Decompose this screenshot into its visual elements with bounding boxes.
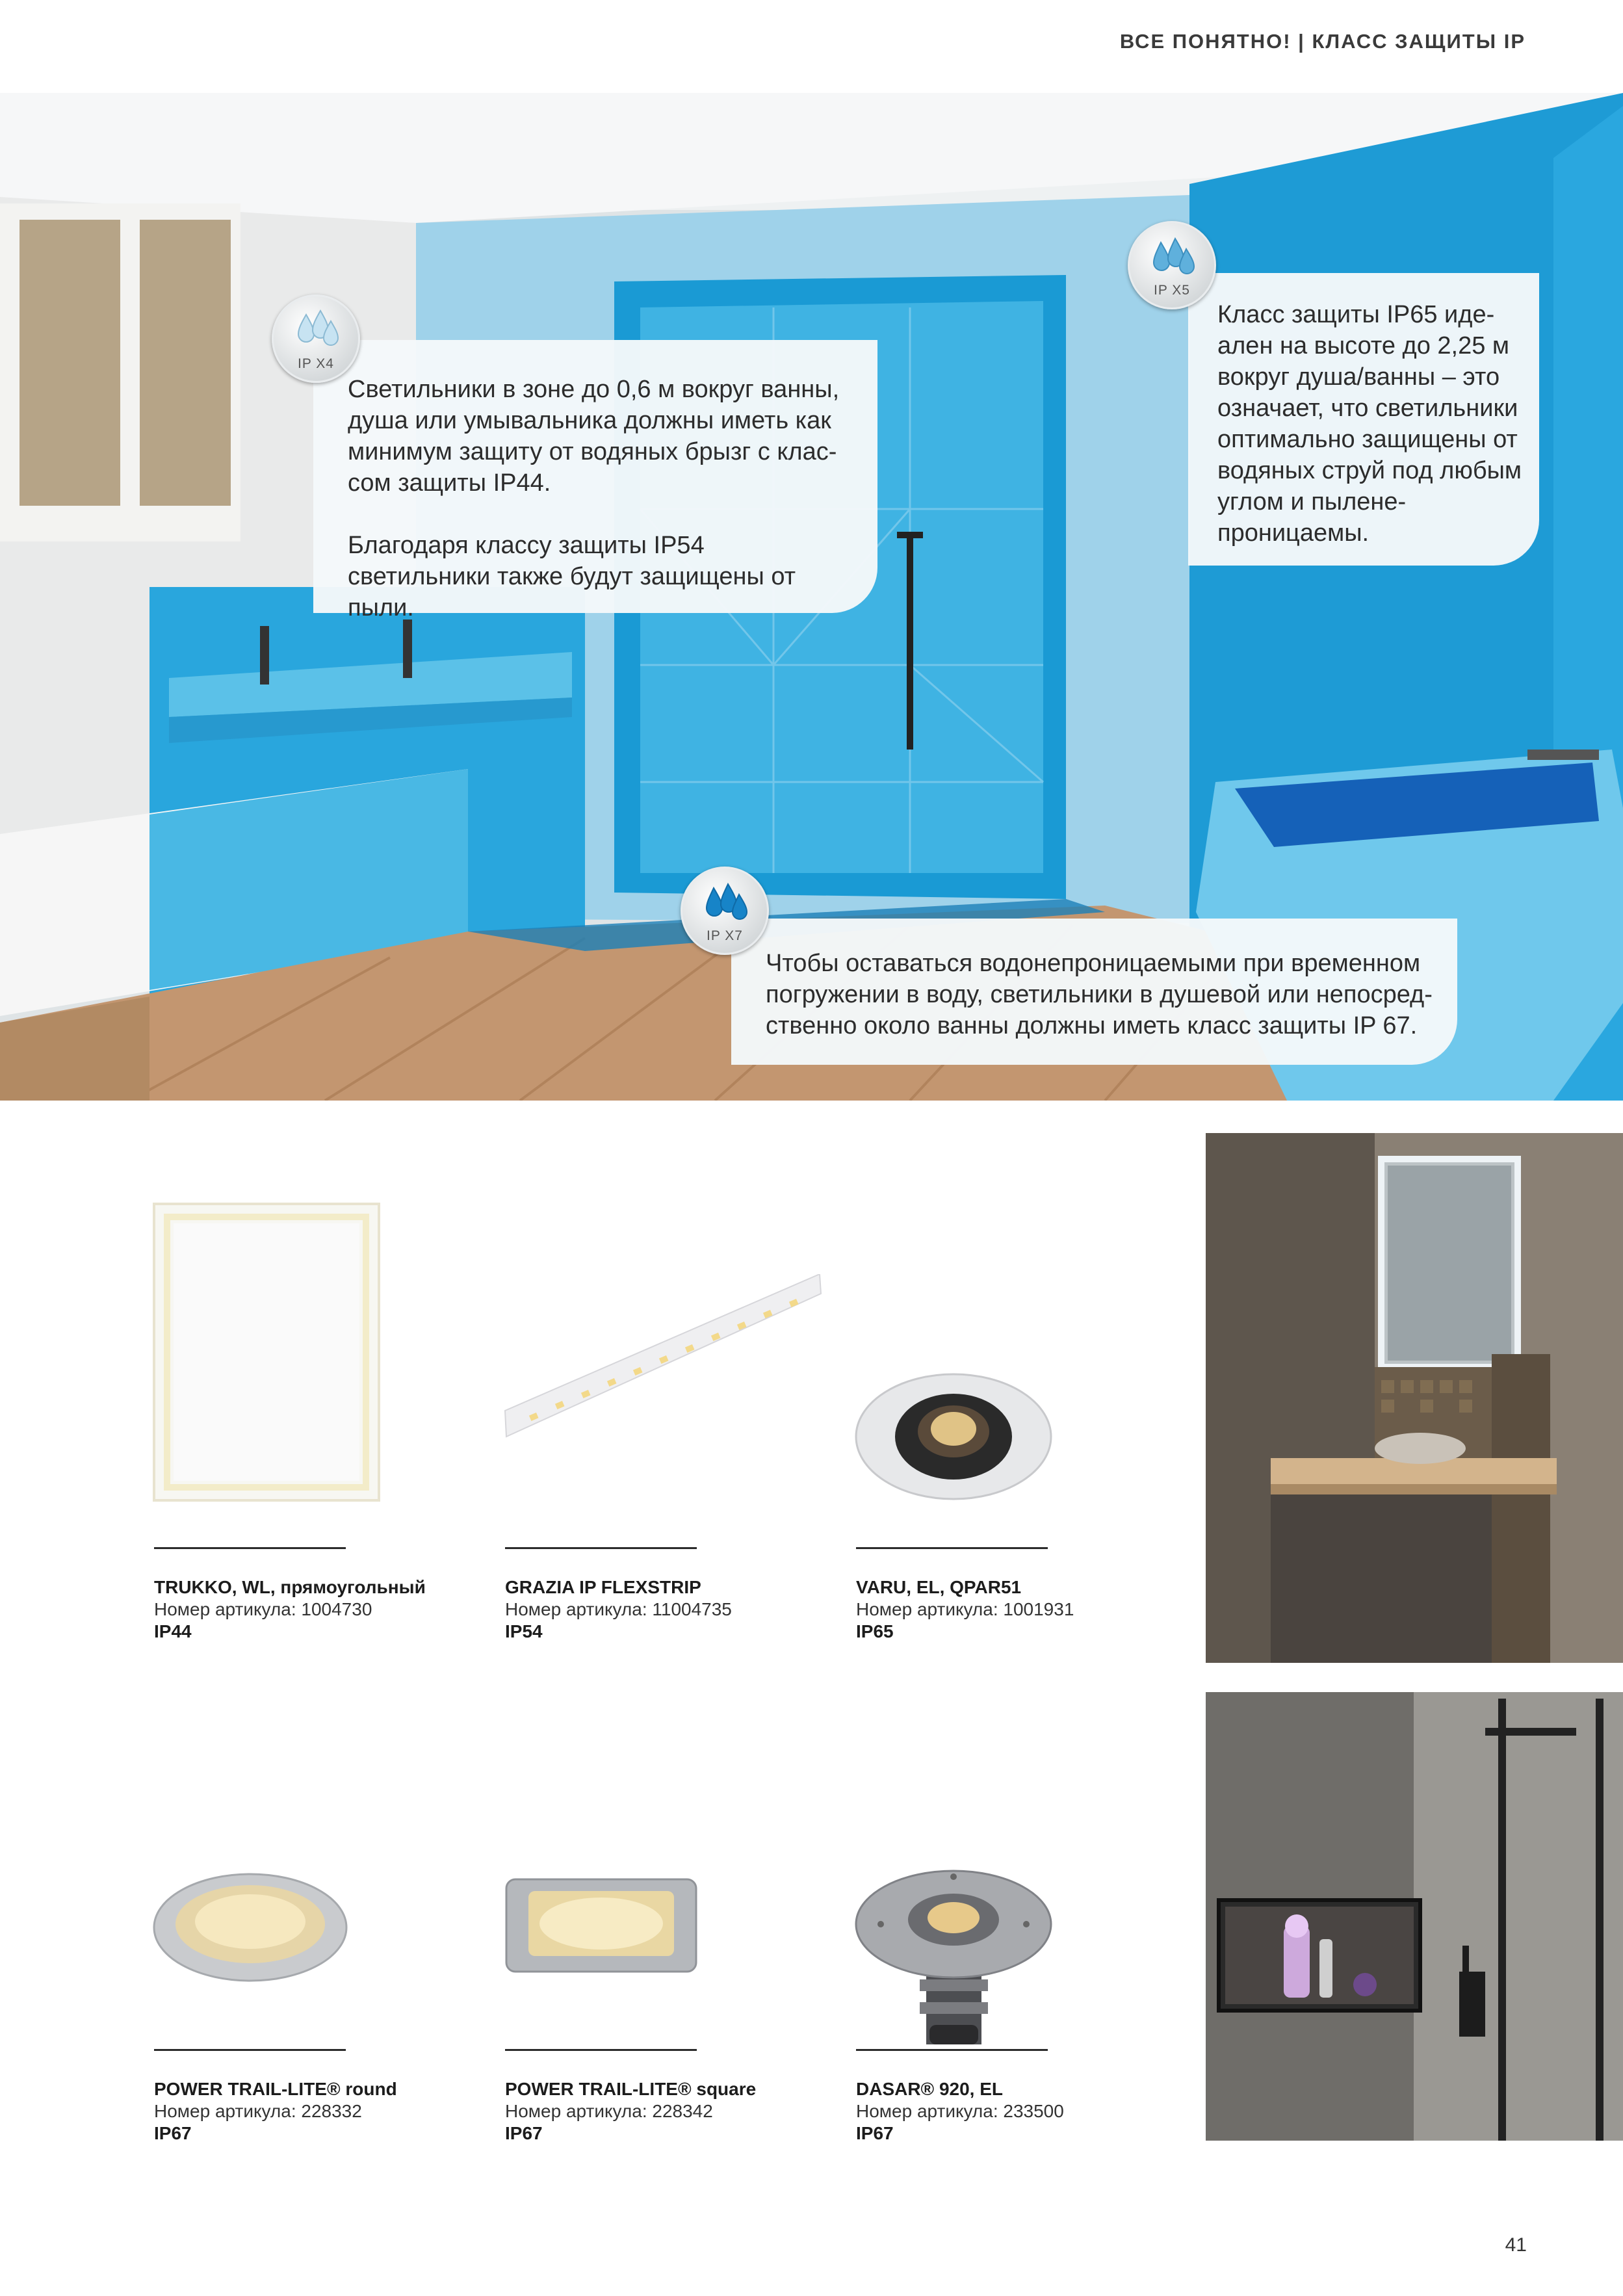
ip65-callout-text: Класс защиты IP65 иде-ален на высоте до 2,25 м вокруг душа/ванны – это означает, что светильники оптимально защищены от водяных струй под любым углом и пылене-проницаемы.: [1217, 301, 1522, 547]
product-power-trail-lite-square: [505, 2049, 811, 2145]
page-number: 41: [1505, 2234, 1527, 2256]
ip44-callout: [313, 340, 877, 621]
product-ip-rating: IP54: [505, 1621, 543, 1641]
dasar-920-image: [855, 1869, 1053, 2051]
divider-line: [856, 1547, 1048, 1549]
ip67-callout: [731, 919, 1457, 1065]
bathroom-mirror-photo: [1206, 1133, 1623, 1663]
product-name: VARU, EL, QPAR51: [856, 1577, 1022, 1597]
divider-line: [505, 2049, 697, 2051]
ip-x7-label: IP X7: [707, 928, 743, 943]
ip-x4-label: IP X4: [298, 356, 334, 371]
product-name: DASAR® 920, EL: [856, 2079, 1004, 2099]
product-name: POWER TRAIL-LITE® square: [505, 2079, 757, 2099]
product-varu: [856, 1547, 1162, 1643]
product-sku: Номер артикула: 228332: [154, 2101, 362, 2121]
product-sku: Номер артикула: 1004730: [154, 1599, 372, 1619]
product-ip-rating: IP65: [856, 1621, 894, 1641]
divider-line: [856, 2049, 1048, 2051]
divider-line: [505, 1547, 697, 1549]
ip67-callout-text: Чтобы оставаться водонепроницаемыми при временном погружении в воду, светильники в душевой или непосред-ственно около ванны должны иметь класс защиты IP 67.: [766, 950, 1433, 1039]
trukko-mirror-image: [153, 1203, 380, 1502]
product-sku: Номер артикула: 228342: [505, 2101, 713, 2121]
product-ip-rating: IP44: [154, 1621, 192, 1641]
ip54-callout-text: Благодаря классу защиты IP54 светильники также будут защищены от пыли.: [348, 532, 796, 621]
ip44-callout-text: Светильники в зоне до 0,6 м вокруг ванны, душа или умывальника должны иметь как минимум защиту от водяных брызг с клас-сом защиты IP44.: [348, 376, 840, 497]
product-ip-rating: IP67: [505, 2123, 543, 2143]
divider-line: [154, 1547, 346, 1549]
ip-x4-badge: [272, 294, 360, 383]
ip-x7-badge: [681, 867, 769, 955]
shower-niche-photo: [1206, 1692, 1623, 2141]
power-trail-lite-round-image: [153, 1872, 348, 1983]
product-sku: Номер артикула: 11004735: [505, 1599, 732, 1619]
product-dasar-920: [856, 2049, 1162, 2145]
product-name: POWER TRAIL-LITE® round: [154, 2079, 397, 2099]
grazia-flexstrip-image: [504, 1274, 822, 1456]
product-name: GRAZIA IP FLEXSTRIP: [505, 1577, 701, 1597]
product-sku: Номер артикула: 233500: [856, 2101, 1064, 2121]
ip-x5-label: IP X5: [1154, 283, 1190, 298]
product-grazia: [505, 1547, 811, 1643]
product-power-trail-lite-round: [154, 2049, 460, 2145]
product-name: TRUKKO, WL, прямоугольный: [154, 1577, 426, 1597]
ip-x5-badge: [1128, 221, 1216, 309]
product-ip-rating: IP67: [856, 2123, 894, 2143]
power-trail-lite-square-image: [504, 1877, 699, 1974]
ip65-callout: [1188, 273, 1539, 566]
divider-line: [154, 2049, 346, 2051]
product-trukko: [154, 1547, 460, 1643]
product-sku: Номер артикула: 1001931: [856, 1599, 1074, 1619]
varu-downlight-image: [855, 1372, 1053, 1502]
page-header-title: ВСЕ ПОНЯТНО! | КЛАСС ЗАЩИТЫ IP: [1119, 30, 1526, 53]
product-ip-rating: IP67: [154, 2123, 192, 2143]
